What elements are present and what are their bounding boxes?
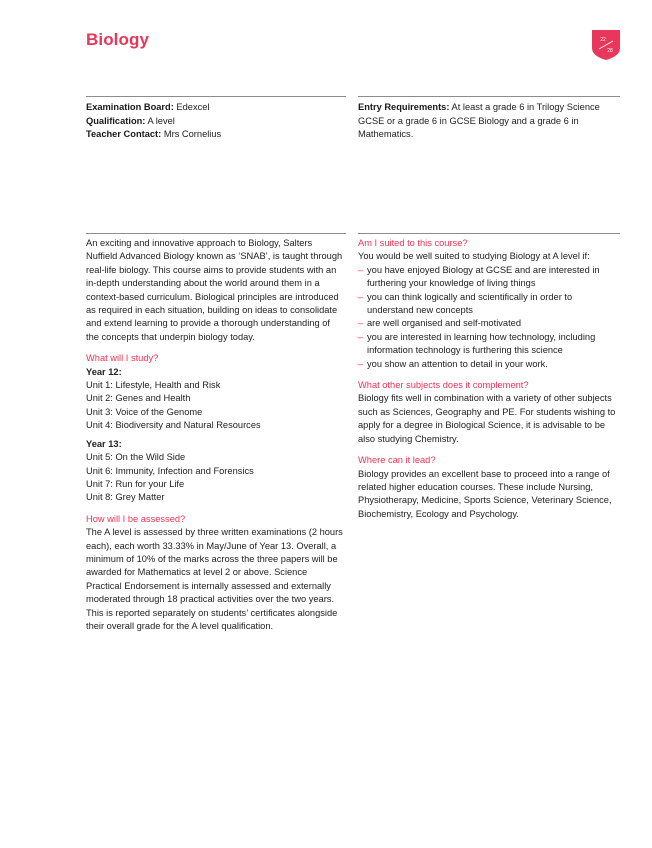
rule-left xyxy=(86,96,346,97)
year12-label: Year 12: xyxy=(86,366,122,377)
career-paragraph: Biology provides an excellent base to proceed into a range of related higher education courses. These include Nursing, Physiotherapy, Medicine, Sports Science, Veterinary Science, Biochemistry, Ecology and Psychology. xyxy=(358,468,612,519)
unit-item: Unit 5: On the Wild Side xyxy=(86,452,186,463)
unit-item: Unit 2: Genes and Health xyxy=(86,393,191,404)
left-column xyxy=(86,237,344,633)
unit-item: Unit 6: Immunity, Infection and Forensics xyxy=(86,465,254,476)
suited-heading: Am I suited to this course? xyxy=(358,238,468,248)
assessment-paragraph: The A level is assessed by three written examinations (2 hours each), each worth 33.33% in May/June of Year 13. Overall, a minimum of 10% of the marks across the three papers will be awarded for Mathematics at level 2 or above. Science Practical Endorsement is internally assessed and externally moderated through 18 practical activities over the two years. This is reported separately on students’ certificates alongside their overall grade for the A level qualification. xyxy=(86,527,343,631)
rule-right-lower xyxy=(358,233,620,234)
exam-board-line: Examination Board: Edexcel xyxy=(86,102,210,112)
rule-left-lower xyxy=(86,233,346,234)
list-item: – you can think logically and scientifically in order to understand new concepts xyxy=(358,291,620,318)
complement-heading: What other subjects does it complement? xyxy=(358,380,529,391)
year12-units xyxy=(86,379,344,433)
unit-item: Unit 1: Lifestyle, Health and Risk xyxy=(86,380,221,391)
list-item: – you show an attention to detail in your work. xyxy=(358,358,620,371)
assessment-heading: How will I be assessed? xyxy=(86,513,186,524)
complement-paragraph: Biology fits well in combination with a variety of other subjects such as Sciences, Geography and PE. For students wishing to apply for a degree in Biological Science, it is advisable to be also studying Chemistry. xyxy=(358,393,616,444)
shield-badge-icon xyxy=(592,30,620,60)
suited-list xyxy=(358,264,620,371)
year13-label: Year 13: xyxy=(86,438,122,449)
study-heading: What will I study? xyxy=(86,353,159,364)
year13-units xyxy=(86,451,344,505)
unit-item: Unit 7: Run for your Life xyxy=(86,478,185,489)
career-heading: Where can it lead? xyxy=(358,455,436,466)
list-item: – you are interested in learning how technology, including information technology is furthering this science xyxy=(358,331,620,358)
page-title: Biology xyxy=(86,30,150,49)
badge-top-number: 22 xyxy=(600,37,606,43)
rule-right xyxy=(358,96,620,97)
unit-item: Unit 3: Voice of the Genome xyxy=(86,406,203,417)
list-item: – you have enjoyed Biology at GCSE and are interested in furthering your knowledge of living things xyxy=(358,264,620,291)
intro-paragraph: An exciting and innovative approach to Biology, Salters Nuffield Advanced Biology known as ‘SNAB’, is taught through real-life biology. This course aims to provide students with an in-depth understanding about the world around them in a context-based curriculum. Biological principles are introduced as required in each situation, building on ideas to consolidate and extend learning to provide a thorough understanding of the concepts that underpin biology today. xyxy=(86,238,343,342)
badge-bottom-number: 28 xyxy=(607,48,613,54)
right-column xyxy=(358,237,620,521)
unit-item: Unit 8: Grey Matter xyxy=(86,492,165,503)
entry-requirements: Entry Requirements: At least a grade 6 in Trilogy Science GCSE or a grade 6 in GCSE Biology and a grade 6 in Mathematics. xyxy=(358,102,600,139)
unit-item: Unit 4: Biodiversity and Natural Resources xyxy=(86,420,261,431)
qualification-line: Qualification: A level xyxy=(86,115,175,126)
list-item: – are well organised and self-motivated xyxy=(358,317,620,330)
suited-intro: You would be well suited to studying Biology at A level if: xyxy=(358,251,590,262)
teacher-contact-line: Teacher Contact: Mrs Cornelius xyxy=(86,129,222,139)
course-details xyxy=(86,101,346,142)
